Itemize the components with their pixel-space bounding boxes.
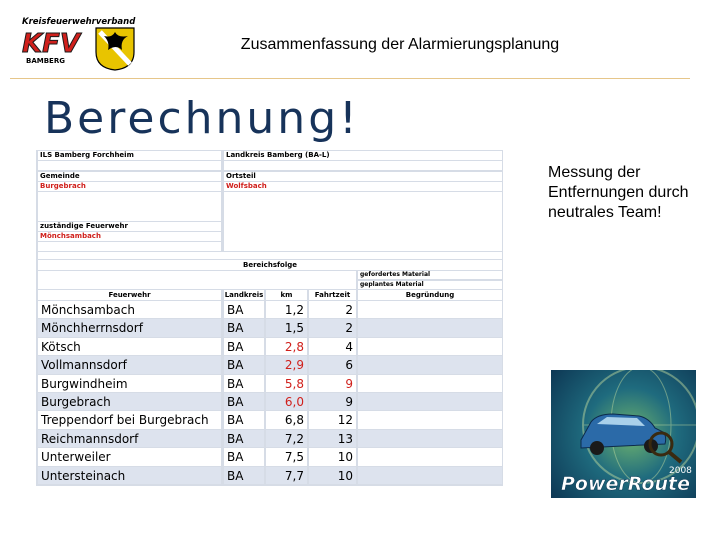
gemeinde-value: Burgebrach [38,182,221,191]
station-km: 6,8 [266,411,307,428]
landkreis-cell: Landkreis Bamberg (BA-L) [224,151,502,160]
gemeinde-label: Gemeinde [38,172,221,181]
empty-cell [38,192,221,221]
station-landkreis: BA [224,375,264,392]
powerroute-product-image [551,370,696,498]
station-landkreis: BA [224,393,264,410]
product-year-text: 2008 [669,466,692,476]
column-header-feuerwehr: Feuerwehr [38,290,221,300]
ortsteil-label: Ortsteil [224,172,502,181]
station-begruendung [358,375,502,392]
station-km: 5,8 [266,375,307,392]
spreadsheet-image [36,150,503,486]
station-name: Kötsch [38,338,221,355]
station-name: Unterweiler [38,448,221,465]
station-km: 7,7 [266,467,307,484]
empty-cell [38,242,221,251]
station-km: 6,0 [266,393,307,410]
station-fahrtzeit: 10 [309,448,356,465]
column-header-begruendung: Begründung [358,290,502,300]
station-landkreis: BA [224,467,264,484]
station-name: Untersteinach [38,467,221,484]
station-begruendung [358,393,502,410]
station-begruendung [358,448,502,465]
empty-cell [224,161,502,170]
product-name-text: PowerRoute [561,473,691,495]
empty-row [38,252,502,259]
station-fahrtzeit: 13 [309,430,356,447]
station-fahrtzeit: 10 [309,467,356,484]
station-name: Vollmannsdorf [38,356,221,373]
station-fahrtzeit: 9 [309,375,356,392]
gefordert-label: gefordertes Material [358,271,502,279]
logo-city-text: BAMBERG [26,57,65,65]
station-fahrtzeit: 9 [309,393,356,410]
ortsteil-value: Wolfsbach [224,182,502,191]
slide-heading: Berechnung! [44,93,360,144]
empty-cell [38,271,356,289]
station-fahrtzeit: 4 [309,338,356,355]
ils-cell: ILS Bamberg Forchheim [38,151,221,160]
station-landkreis: BA [224,430,264,447]
feuerwehr-value: Mönchsambach [38,232,221,241]
empty-cell [224,192,502,251]
station-begruendung [358,356,502,373]
column-header-landkreis: Landkreis [224,291,264,299]
station-km: 1,2 [266,301,307,318]
station-begruendung [358,301,502,318]
station-fahrtzeit: 2 [309,301,356,318]
station-name: Mönchsambach [38,301,221,318]
station-name: Reichmannsdorf [38,430,221,447]
station-fahrtzeit: 6 [309,356,356,373]
header-divider [10,78,690,79]
station-name: Burgwindheim [38,375,221,392]
station-name: Mönchherrnsdorf [38,319,221,336]
station-begruendung [358,467,502,484]
page-title: Zusammenfassung der Alarmierungsplanung [240,36,560,53]
station-landkreis: BA [224,356,264,373]
station-km: 2,9 [266,356,307,373]
bereichsfolge-header: Bereichsfolge [38,260,502,270]
station-km: 7,2 [266,430,307,447]
note-text: Messung der Entfernungen durch neutrales Team! [548,164,689,221]
logo-abbr-text: KFV [22,29,81,59]
station-fahrtzeit: 12 [309,411,356,428]
station-begruendung [358,319,502,336]
column-header-fahrtzeit: Fahrtzeit [309,290,356,300]
station-name: Treppendorf bei Burgebrach [38,411,221,428]
empty-cell [38,161,221,170]
feuerwehr-label: zuständige Feuerwehr [38,222,221,231]
station-begruendung [358,411,502,428]
kfv-logo [20,14,138,72]
geplant-label: geplantes Material [358,281,502,289]
coat-of-arms-icon [96,28,134,70]
station-landkreis: BA [224,338,264,355]
column-header-km: km [266,290,307,300]
station-km: 7,5 [266,448,307,465]
station-km: 1,5 [266,319,307,336]
logo-top-text: Kreisfeuerwehrverband [22,17,136,27]
station-landkreis: BA [224,319,264,336]
station-landkreis: BA [224,301,264,318]
station-km: 2,8 [266,338,307,355]
station-landkreis: BA [224,411,264,428]
station-landkreis: BA [224,448,264,465]
station-fahrtzeit: 2 [309,319,356,336]
station-name: Burgebrach [38,393,221,410]
station-begruendung [358,338,502,355]
station-begruendung [358,430,502,447]
